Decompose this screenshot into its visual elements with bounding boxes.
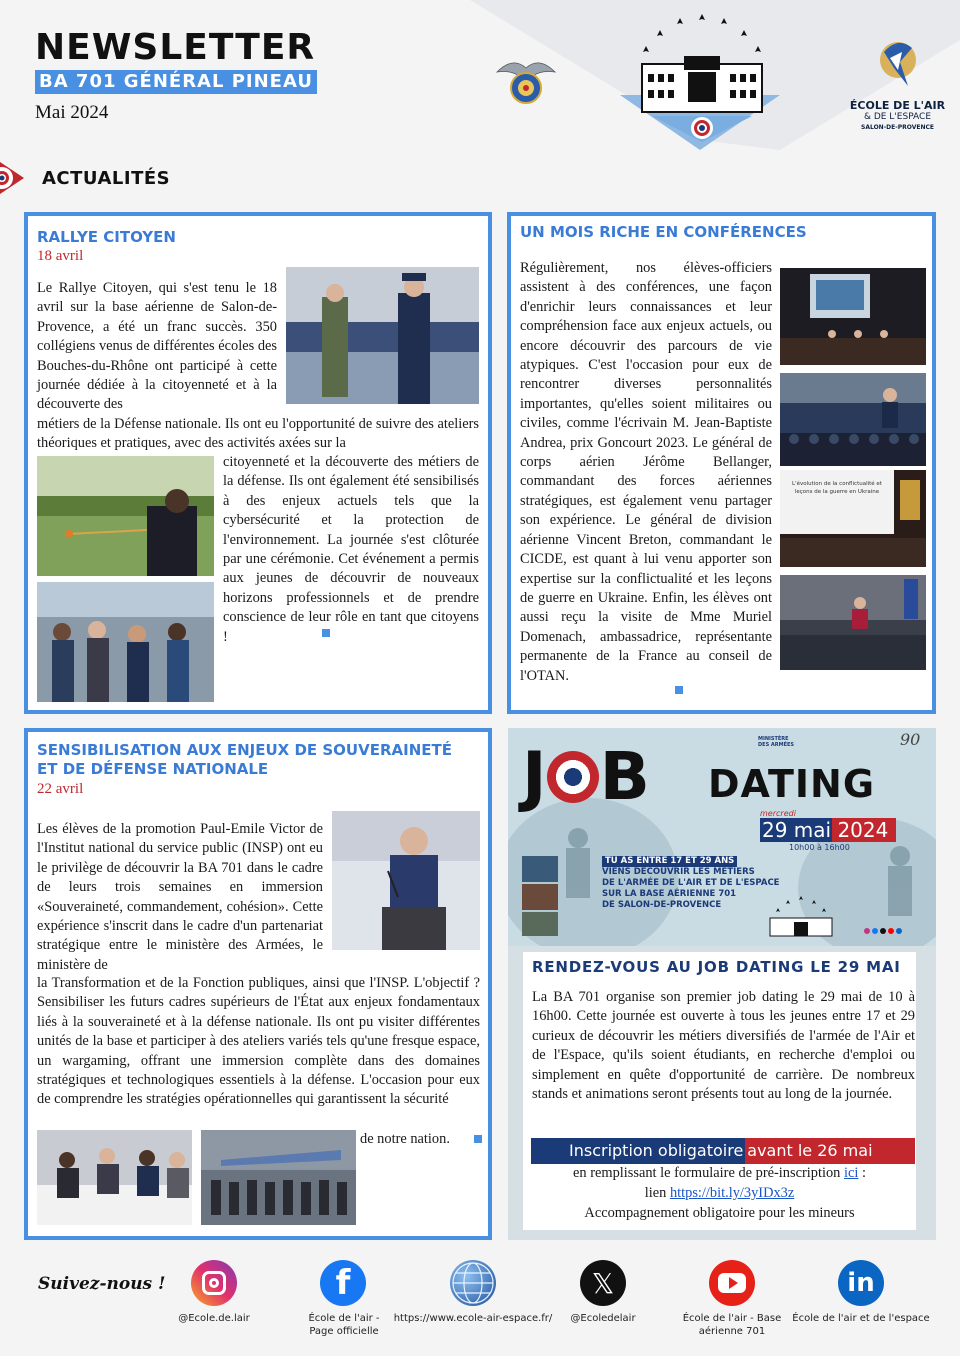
souverainete-photo-workshop	[37, 1130, 192, 1225]
conferences-title: UN MOIS RICHE EN CONFÉRENCES	[520, 223, 807, 241]
job-pitch-5: DE SALON-DE-PROVENCE	[602, 900, 722, 910]
footer-label-website[interactable]: https://www.ecole-air-espace.fr/	[393, 1313, 553, 1324]
souverainete-photo-speaker	[332, 811, 480, 950]
roundel-icon	[0, 150, 24, 206]
ecole-emblem-icon	[878, 38, 918, 92]
conferences-text: Régulièrement, nos élèves-officiers assistent à des conférences, une façon d'enrichir leurs connaissances et leur compréhension face aux enjeux actuels, ou encore découvrir des parcours de vie atypiques. C'est l'occasion pour eux de rencontrer diverses personnalités importantes, qu'elles soient militaires ou civiles, comme l'écrivain M. Jean-Baptiste Andrea, prix Goncourt 2023. Le général de corps aérien Jérôme Bellanger, commandant des forces aériennes stratégiques, est également venu partager son expérience. Le général de division aérienne Vincent Breton, commandant le CICDE, est quant à lui venu apporter son expertise sur la conflictualité et les leçons de guerre en Ukraine. Enfin, les élèves ont aussi reçu la visite de Mme Muriel Domenach, ambassadrice, représentante permanente de la France au conseil de l'OTAN.	[520, 260, 772, 684]
base-small-logo-icon	[766, 894, 836, 940]
job-pitch-1: TU AS ENTRE 17 ET 29 ANS	[602, 856, 737, 867]
job-cta-line-1-prefix: en remplissant le formulaire de pré-inscription	[573, 1165, 841, 1181]
roundel-o-icon	[547, 751, 599, 803]
job-letter-b: B	[599, 738, 649, 815]
souverainete-card	[24, 728, 492, 1240]
rallye-photo-crowd	[37, 582, 214, 702]
job-heading: RENDEZ-VOUS AU JOB DATING LE 29 MAI	[532, 958, 901, 976]
job-cta-line-2	[523, 1184, 916, 1203]
end-square-icon	[474, 1135, 482, 1143]
newsletter-subtitle: BA 701 GÉNÉRAL PINEAU	[35, 70, 317, 94]
job-letter-j: J	[522, 738, 546, 815]
job-cta-blue: Inscription obligatoire	[531, 1138, 745, 1164]
job-hours: 10h00 à 16h00	[789, 843, 850, 852]
conference-photo-1	[780, 268, 926, 365]
footer-label-facebook[interactable]: École de l'air - Page officielle	[308, 1313, 380, 1337]
souverainete-text-2: la Transformation et de la Fonction publiques, ainsi que l'INSP. L'objectif ? Sensibiliser les futurs cadres supérieurs de l'État aux enjeux fondamentaux liés à la souveraineté et à la défense nationale. Ils ont pu visiter différentes unités de la base et participer à des ateliers variés tels qu'une fresque espace, un wargaming, offrant une immersion complète dans des domaines stratégiques et technologiques essentiels à la défense. L'occasion pour eux de comprendre les stratégies opérationnelles qui garantissent la sécurité	[37, 975, 480, 1108]
job-cta-line-2-prefix: lien	[644, 1185, 667, 1201]
section-title: ACTUALITÉS	[42, 168, 171, 189]
rallye-photo-archery	[37, 456, 214, 576]
job-banner-job	[522, 738, 649, 815]
linkedin-icon[interactable]: in	[838, 1260, 884, 1306]
footer-label-youtube[interactable]: École de l'air - Base aérienne 701	[682, 1313, 782, 1337]
eagle-emblem-icon	[493, 54, 559, 110]
job-weekday: mercredi	[760, 809, 796, 818]
job-text: La BA 701 organise son premier job dating le 29 mai de 10 à 16h00. Cette journée est ouverte à tous les jeunes entre 17 et 29 curieux de découvrir les métiers diversifiés de l'armée de l'Air et de l'Espace, qu'ils soient étudiants, en recherche d'emploi ou simplement en quête d'opportunité de carrière. De nombreux stands et animations seront présents tout au long de la journée.	[532, 989, 915, 1103]
souverainete-title: SENSIBILISATION AUX ENJEUX DE SOUVERAINETÉ ET DE DÉFENSE NATIONALE	[37, 741, 452, 778]
job-pitch-box	[602, 856, 779, 911]
newsletter-title: NEWSLETTER	[35, 27, 316, 68]
instagram-icon[interactable]	[191, 1260, 237, 1306]
souverainete-date: 22 avril	[37, 781, 84, 797]
footer-label-x[interactable]: @Ecoledelair	[570, 1313, 636, 1324]
souverainete-photo-hangar	[201, 1130, 356, 1225]
ecole-name-2: & DE L'ESPACE	[863, 112, 932, 122]
globe-icon[interactable]	[450, 1260, 496, 1306]
souverainete-text-3: de notre nation.	[360, 1131, 450, 1147]
job-info-box	[523, 952, 916, 1230]
end-square-icon	[675, 686, 683, 694]
youtube-icon[interactable]	[709, 1260, 755, 1306]
follow-us-label: Suivez-nous !	[38, 1274, 166, 1294]
job-photo-strip	[522, 856, 558, 936]
conference-slide-text: L'évolution de la conflictualité et leçons de la guerre en Ukraine	[792, 481, 882, 495]
job-date-badge	[760, 818, 896, 842]
job-banner-dating: DATING	[708, 762, 876, 806]
job-cta-red: avant le 26 mai	[745, 1138, 915, 1164]
job-date: 29 mai 2024	[760, 818, 896, 842]
facebook-icon[interactable]: f	[320, 1260, 366, 1306]
x-icon[interactable]: 𝕏	[580, 1260, 626, 1306]
rallye-date: 18 avril	[37, 248, 84, 264]
job-pitch-4: SUR LA BASE AÉRIENNE 701	[602, 889, 737, 899]
rallye-card	[24, 212, 492, 714]
job-cta-url-link[interactable]: https://bit.ly/3yIDx3z	[669, 1185, 795, 1201]
footer-label-instagram[interactable]: @Ecole.de.lair	[178, 1313, 250, 1324]
ecole-de-lair-logo	[840, 38, 955, 138]
ecole-place: SALON-DE-PROVENCE	[861, 124, 934, 131]
conference-photo-3	[780, 470, 926, 567]
social-icons-row	[864, 928, 902, 934]
souverainete-text-1: Les élèves de la promotion Paul-Emile Victor de l'Institut national du service public (INSP) ont eu le privilège de découvrir la BA 701 dans le cadre de leurs trois semaines en immersion «Souveraineté, commandement, cohésion». Cette expérience s'inscrit dans le cadre d'un partenariat stratégique entre le ministère des Armées, le ministère de	[37, 821, 323, 973]
job-poster	[508, 728, 936, 946]
anniversary-badge: 90	[900, 730, 921, 749]
rallye-title: RALLYE CITOYEN	[37, 228, 176, 246]
job-cta-ici-link[interactable]: ici	[843, 1165, 859, 1181]
job-cta-line-3: Accompagnement obligatoire pour les mineurs	[584, 1205, 855, 1221]
job-cta-banner	[531, 1138, 915, 1164]
rallye-photo-officers	[286, 267, 479, 404]
job-pitch-2: VIENS DÉCOUVRIR LES MÉTIERS	[602, 867, 755, 877]
rallye-text-3: citoyenneté et la découverte des métiers de la défense. Ils ont également été sensibilisés à des enjeux actuels tels que la cybersécurité et la protection de l'environnement. La journée s'est clôturée par une cérémonie. Cet événement a permis aux jeunes de découvrir de nouveaux horizons professionnels et de prendre conscience de leur rôle en tant que citoyens !	[223, 454, 479, 645]
base-aerienne-logo-icon	[632, 12, 772, 144]
job-pitch-3: DE L'ARMÉE DE L'AIR ET DE L'ESPACE	[602, 878, 780, 888]
ministry-label: MINISTÈRE DES ARMÉES	[758, 736, 795, 748]
job-cta-line-1	[523, 1164, 916, 1183]
job-cta-line-1-suffix: :	[861, 1165, 866, 1181]
conference-photo-4	[780, 575, 926, 670]
newsletter-date: Mai 2024	[35, 102, 109, 123]
conferences-card	[507, 212, 936, 714]
conference-photo-2	[780, 373, 926, 466]
ecole-name: ÉCOLE DE L'AIR	[849, 99, 946, 112]
footer-label-linkedin[interactable]: École de l'air et de l'espace	[792, 1313, 930, 1324]
rallye-text-1: Le Rallye Citoyen, qui s'est tenu le 18 avril sur la base aérienne de Salon-de-Provence, a été un franc succès. 350 collégiens venus de différentes écoles des Bouches-du-Rhône ont participé à cette journée dédiée à la citoyenneté et à la découverte des	[37, 280, 277, 413]
rallye-text-2: métiers de la Défense nationale. Ils ont eu l'opportunité de suivre des ateliers théoriques et pratiques, avec des activités axées sur la	[37, 416, 479, 452]
end-square-icon	[322, 629, 330, 637]
job-card	[508, 728, 936, 1240]
